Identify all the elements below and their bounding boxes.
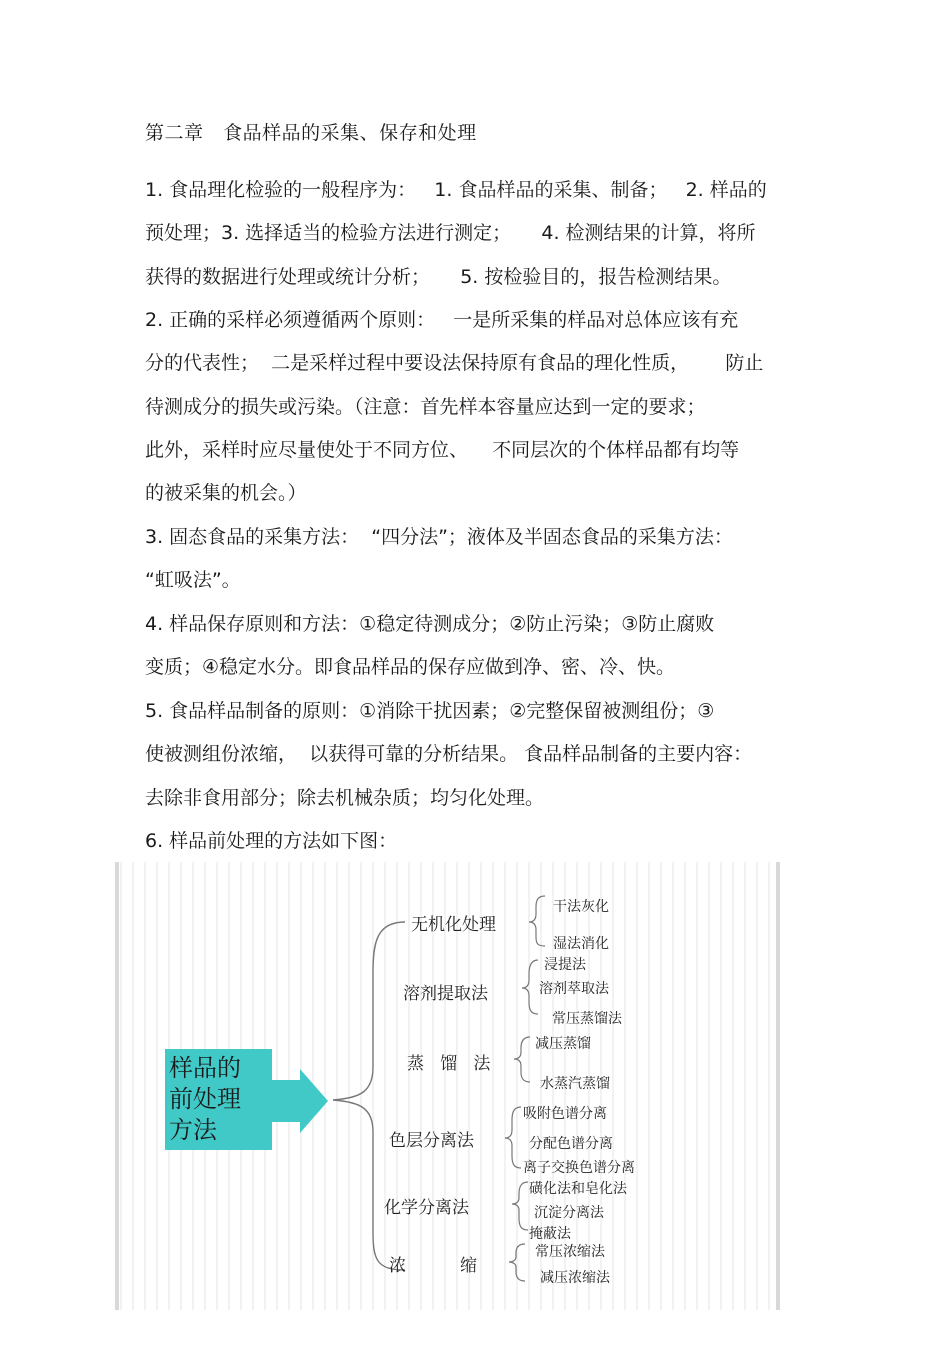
text-line: 5. 食品样品制备的原则：①消除干扰因素；②完整保留被测组份；③	[145, 700, 715, 722]
method-item: 湿法消化	[553, 936, 609, 952]
text-line: “虹吸法”。	[145, 569, 241, 592]
method-item: 离子交换色谱分离	[523, 1160, 635, 1176]
text-line: 待测成分的损失或污染。（注意：首先样本容量应达到一定的要求；	[145, 395, 706, 418]
method-item: 减压蒸馏	[535, 1036, 591, 1052]
chapter-title: 第二章 食品样品的采集、保存和处理	[145, 122, 477, 144]
category-chromatography: 色层分离法	[389, 1131, 474, 1151]
method-item: 沉淀分离法	[534, 1205, 604, 1221]
root-label	[169, 1053, 269, 1146]
root-label-line: 方法	[169, 1116, 217, 1144]
text-line: 预处理；3. 选择适当的检验方法进行测定； 4. 检测结果的计算，将所	[145, 222, 756, 245]
text-line: 获得的数据进行处理或统计分析； 5. 按检验目的，报告检测结果。	[145, 265, 732, 288]
method-item: 干法灰化	[553, 899, 609, 915]
paragraph-2	[145, 299, 810, 515]
pretreatment-methods-diagram	[115, 862, 780, 1310]
text-line: 4. 样品保存原则和方法：①稳定待测成分；②防止污染；③防止腐败	[145, 613, 715, 635]
method-item: 常压浓缩法	[535, 1244, 605, 1260]
text-line: 去除非食用部分；除去机械杂质；均匀化处理。	[145, 786, 545, 809]
text-line: 1. 食品理化检验的一般程序为： 1. 食品样品的采集、制备； 2. 样品的	[145, 179, 767, 201]
method-item: 减压浓缩法	[540, 1270, 610, 1286]
paragraph-5	[145, 690, 810, 820]
text-line: 此外，采样时应尽量使处于不同方位、 不同层次的个体样品都有均等	[145, 438, 740, 461]
root-node	[165, 1049, 272, 1150]
method-item: 常压蒸馏法	[552, 1011, 622, 1027]
text-line: 的被采集的机会。）	[145, 482, 307, 505]
method-item: 吸附色谱分离	[523, 1106, 607, 1122]
right-edge	[776, 862, 780, 1310]
category-solvent-extraction: 溶剂提取法	[403, 984, 488, 1004]
root-label-line: 前处理	[169, 1085, 241, 1113]
method-item: 水蒸汽蒸馏	[540, 1076, 610, 1092]
method-item: 分配色谱分离	[529, 1136, 613, 1152]
left-edge	[115, 862, 119, 1310]
method-item: 溶剂萃取法	[539, 981, 609, 997]
method-item: 掩蔽法	[529, 1226, 571, 1242]
paragraph-6	[145, 820, 810, 863]
category-chemical-separation: 化学分离法	[384, 1198, 469, 1218]
paragraph-4	[145, 603, 810, 690]
text-line: 6. 样品前处理的方法如下图：	[145, 830, 398, 852]
method-item: 浸提法	[544, 957, 586, 973]
text-line: 变质；④稳定水分。即食品样品的保存应做到净、密、冷、快。	[145, 656, 676, 679]
category-inorganic: 无机化处理	[411, 915, 496, 935]
paragraph-3	[145, 516, 810, 603]
paragraph-1	[145, 169, 810, 299]
text-line: 3. 固态食品的采集方法： “四分法”；液体及半固态食品的采集方法：	[145, 526, 733, 548]
method-item: 磺化法和皂化法	[529, 1181, 627, 1197]
text-line: 使被测组份浓缩， 以获得可靠的分析结果。 食品样品制备的主要内容：	[145, 743, 753, 766]
root-label-line: 样品的	[169, 1054, 241, 1082]
category-concentration: 浓 缩	[389, 1256, 478, 1276]
text-line: 分的代表性； 二是采样过程中要设法保持原有食品的理化性质， 防止	[145, 352, 764, 375]
text-line: 2. 正确的采样必须遵循两个原则： 一是所采集的样品对总体应该有充	[145, 309, 739, 331]
category-distillation: 蒸 馏 法	[407, 1054, 491, 1074]
